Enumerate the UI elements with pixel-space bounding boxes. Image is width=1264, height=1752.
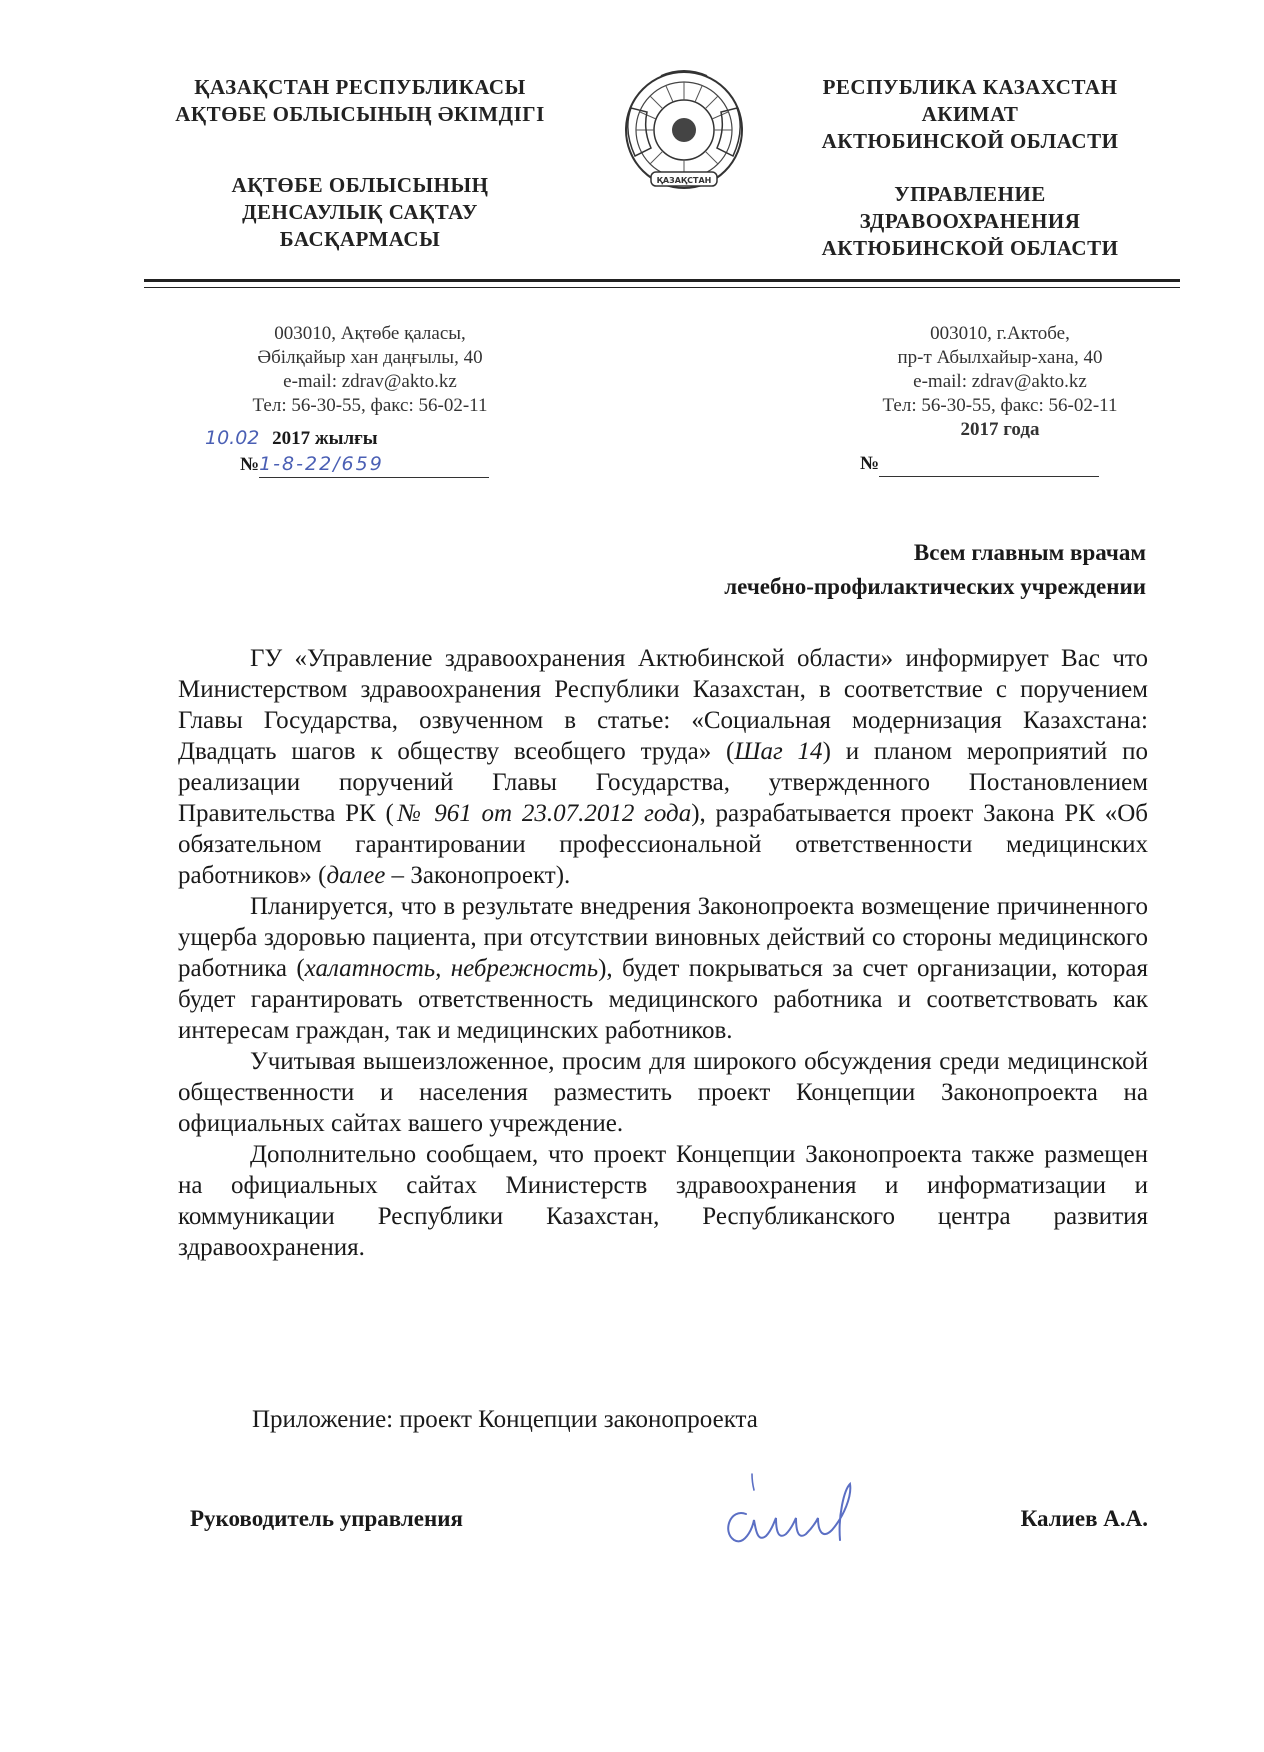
body-text: Планируется, что в результате внедрения Законопроекта возмещение причиненного ущерба здоровью пациента, при отсутствии виновных действий со стороны медицинского работника (	[178, 893, 1148, 982]
address-left-line: 003010, Ақтөбе қаласы,	[274, 323, 466, 344]
body-paragraph	[178, 643, 1148, 891]
header-right-dept-line: УПРАВЛЕНИЕ	[894, 182, 1046, 206]
header-right-dept	[770, 181, 1170, 262]
body-text: Законопроект).	[404, 862, 571, 889]
body-italic: далее –	[326, 862, 405, 889]
header-right-dept-line: АКТЮБИНСКОЙ ОБЛАСТИ	[821, 236, 1119, 260]
header-left-dept-line: ДЕНСАУЛЫҚ САҚТАУ	[242, 200, 478, 224]
body-italic: халатность, небрежность	[304, 955, 599, 982]
header-right-org	[770, 74, 1170, 155]
signatory-title: Руководитель управления	[190, 1506, 463, 1531]
addressee	[560, 536, 1146, 604]
body-text: ) и планом мероприятий по реализации поручений Главы Государства, утвержденного Постановлением Правительства РК (	[178, 738, 1148, 827]
header-right-org-line: РЕСПУБЛИКА КАЗАХСТАН	[822, 75, 1118, 99]
signatory-name: Калиев А.А.	[1020, 1506, 1148, 1531]
letter-body	[178, 643, 1148, 1263]
header-left-dept-line: АҚТӨБЕ ОБЛЫСЫНЫҢ	[231, 173, 489, 197]
state-emblem	[621, 68, 747, 196]
header-right-org-line: АКИМАТ	[921, 102, 1019, 126]
handwritten-date: 10.02	[205, 427, 260, 449]
signature-icon	[712, 1470, 872, 1560]
outgoing-year-label: 2017 жылғы	[272, 428, 378, 449]
incoming-number-line	[860, 452, 1180, 477]
body-italic: № 961 от 23.07.2012 года	[393, 800, 692, 827]
handwritten-signature	[712, 1470, 872, 1560]
address-right-line: Тел: 56-30-55, факс: 56-02-11	[882, 395, 1118, 416]
header-divider-thin	[144, 287, 1180, 288]
address-left-line: Тел: 56-30-55, факс: 56-02-11	[252, 395, 488, 416]
header-left-dept	[150, 172, 570, 253]
body-italic: Шаг 14	[734, 738, 823, 765]
header-divider-thick	[144, 279, 1180, 282]
header-left-org-line: ҚАЗАҚСТАН РЕСПУБЛИКАСЫ	[194, 75, 526, 99]
address-left	[170, 322, 570, 418]
addressee-line: лечебно-профилактических учреждении	[724, 574, 1146, 599]
header-right-dept-line: ЗДРАВООХРАНЕНИЯ	[859, 209, 1081, 233]
incoming-number-label: №	[860, 453, 880, 474]
addressee-line: Всем главным врачам	[913, 540, 1146, 565]
address-left-line: e-mail: zdrav@akto.kz	[283, 371, 457, 392]
header-left-org	[150, 74, 570, 128]
header-left-org-line: АҚТӨБЕ ОБЛЫСЫНЫҢ ӘКІМДІГІ	[175, 102, 545, 126]
emblem-icon	[621, 68, 747, 196]
address-right-line: e-mail: zdrav@akto.kz	[913, 371, 1087, 392]
address-left-line: Әбілқайыр хан даңғылы, 40	[257, 347, 483, 368]
address-right	[830, 322, 1170, 442]
outgoing-number-line	[240, 452, 580, 478]
body-text: ), будет покрываться за счет организации, которая будет гарантировать ответственность медицинского работника и соответствовать как интересам граждан, так и медицинских работников.	[178, 955, 1148, 1044]
header-right-org-line: АКТЮБИНСКОЙ ОБЛАСТИ	[821, 129, 1119, 153]
handwritten-number: 1-8-22/659	[259, 453, 384, 475]
outgoing-number-label: №	[240, 454, 260, 475]
incoming-number-field	[879, 452, 1099, 477]
body-paragraph: Дополнительно сообщаем, что проект Концепции Законопроекта также размещен на официальных сайтах Министерств здравоохранения и информатизации и коммуникации Республики Казахстан, Республиканского центра развития здравоохранения.	[178, 1141, 1148, 1261]
address-right-year: 2017 года	[960, 419, 1040, 440]
address-right-line: пр-т Абылхайыр-хана, 40	[897, 347, 1103, 368]
svg-text:ҚАЗАҚСТАН: ҚАЗАҚСТАН	[656, 176, 712, 185]
outgoing-date-line	[205, 426, 565, 451]
attachment-note: Приложение: проект Концепции законопроекта	[252, 1406, 758, 1433]
body-paragraph	[178, 891, 1148, 1046]
address-right-line: 003010, г.Актобе,	[930, 323, 1070, 344]
body-text: ГУ «Управление здравоохранения Актюбинской области» информирует Вас что Министерством здравоохранения Республики Казахстан, в соответствие с поручением Главы Государства, озвученном в статье: «Социальная модернизация Казахстана: Двадцать шагов к обществу всеобщего труда» (	[178, 645, 1148, 765]
body-text: ), разрабатывается проект Закона РК «Об обязательном гарантировании профессиональной ответственности медицинских работников» (	[178, 800, 1148, 889]
body-paragraph: Учитывая вышеизложенное, просим для широкого обсуждения среди медицинской общественности и населения разместить проект Концепции Законопроекта на официальных сайтах вашего учреждение.	[178, 1048, 1148, 1137]
header-left-dept-line: БАСҚАРМАСЫ	[279, 227, 441, 251]
outgoing-number-field	[259, 452, 489, 478]
